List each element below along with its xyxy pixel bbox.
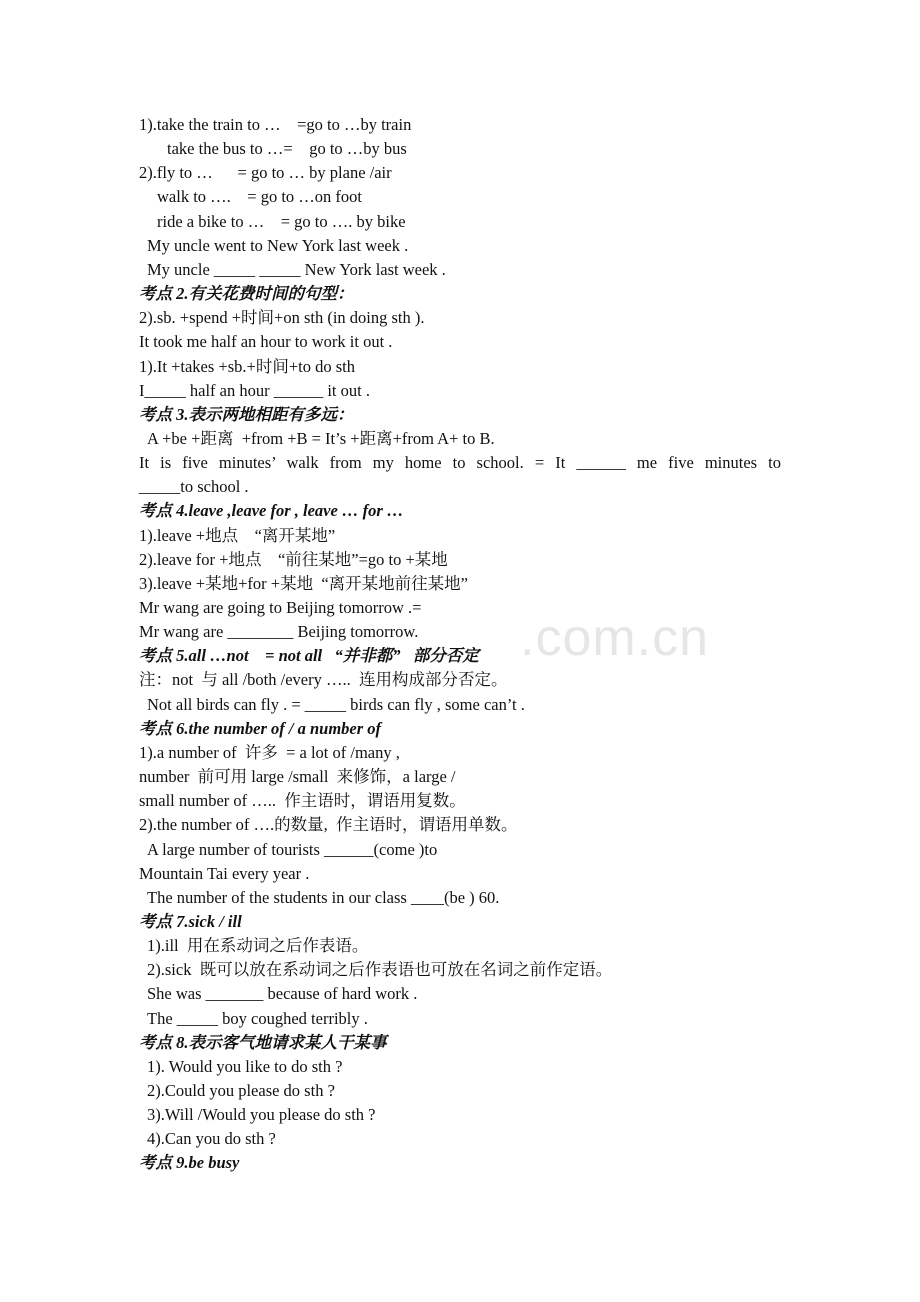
text-line: It is five minutes’ walk from my home to school. = It ______ me five minutes to — [139, 453, 781, 472]
section-heading: 考点 5.all …not = not all “并非都” 部分否定 — [139, 646, 479, 665]
text-line: Not all birds can fly . = _____ birds can fly , some can’t . — [147, 695, 525, 714]
text-line: My uncle _____ _____ New York last week . — [147, 260, 446, 279]
section-heading: 考点 8.表示客气地请求某人干某事 — [139, 1033, 387, 1052]
text-line: 1).It +takes +sb.+时间+to do sth — [139, 357, 355, 376]
text-line: A +be +距离 +from +B = It’s +距离+from A+ to B. — [147, 429, 495, 448]
section-heading: 考点 9.be busy — [139, 1153, 240, 1172]
text-line: 1).take the train to … =go to …by train — [139, 115, 412, 134]
text-line: 注：not 与 all /both /every ….. 连用构成部分否定。 — [139, 670, 508, 689]
text-line: small number of ….. 作主语时，谓语用复数。 — [139, 791, 466, 810]
text-line: 3).Will /Would you please do sth ? — [147, 1105, 376, 1124]
text-line: 3).leave +某地+for +某地 “离开某地前往某地” — [139, 574, 468, 593]
section-heading: 考点 4.leave ,leave for , leave … for … — [139, 501, 404, 520]
text-line: The _____ boy coughed terribly . — [147, 1009, 368, 1028]
section-heading: 考点 7.sick / ill — [139, 912, 242, 931]
text-line: 1).a number of 许多 = a lot of /many , — [139, 743, 400, 762]
text-line: ride a bike to … = go to …. by bike — [157, 212, 406, 231]
text-line: A large number of tourists ______(come )to — [147, 840, 438, 859]
text-line: 4).Can you do sth ? — [147, 1129, 276, 1148]
text-line: 2).Could you please do sth ? — [147, 1081, 335, 1100]
text-line: 1).ill 用在系动词之后作表语。 — [147, 936, 369, 955]
text-line: walk to …. = go to …on foot — [157, 187, 363, 206]
text-line: Mr wang are ________ Beijing tomorrow. — [139, 622, 419, 641]
text-line: Mr wang are going to Beijing tomorrow .= — [139, 598, 422, 617]
text-line: number 前可用 large /small 来修饰，a large / — [139, 767, 456, 786]
section-heading: 考点 2.有关花费时间的句型： — [139, 284, 354, 303]
text-line: The number of the students in our class ____(be ) 60. — [147, 888, 500, 907]
section-heading: 考点 3.表示两地相距有多远： — [139, 405, 354, 424]
text-line: 2).sb. +spend +时间+on sth (in doing sth ). — [139, 308, 425, 327]
watermark: .com.cn — [520, 609, 710, 667]
text-line: 2).the number of ….的数量, 作主语时，谓语用单数。 — [139, 815, 518, 834]
text-line: My uncle went to New York last week . — [147, 236, 409, 255]
section-heading: 考点 6.the number of / a number of — [139, 719, 382, 738]
text-line: I_____ half an hour ______ it out . — [139, 381, 370, 400]
text-line: _____to school . — [139, 477, 249, 496]
text-line: 2).sick 既可以放在系动词之后作表语也可放在名词之前作定语。 — [147, 960, 613, 979]
text-line: 1).leave +地点 “离开某地” — [139, 526, 336, 545]
text-line: It took me half an hour to work it out . — [139, 332, 393, 351]
text-line: She was _______ because of hard work . — [147, 984, 418, 1003]
text-line: 2).fly to … = go to … by plane /air — [139, 163, 392, 182]
text-line: 1). Would you like to do sth ? — [147, 1057, 343, 1076]
text-line: 2).leave for +地点 “前往某地”=go to +某地 — [139, 550, 448, 569]
text-line: Mountain Tai every year . — [139, 864, 310, 883]
text-line: take the bus to …= go to …by bus — [167, 139, 407, 158]
